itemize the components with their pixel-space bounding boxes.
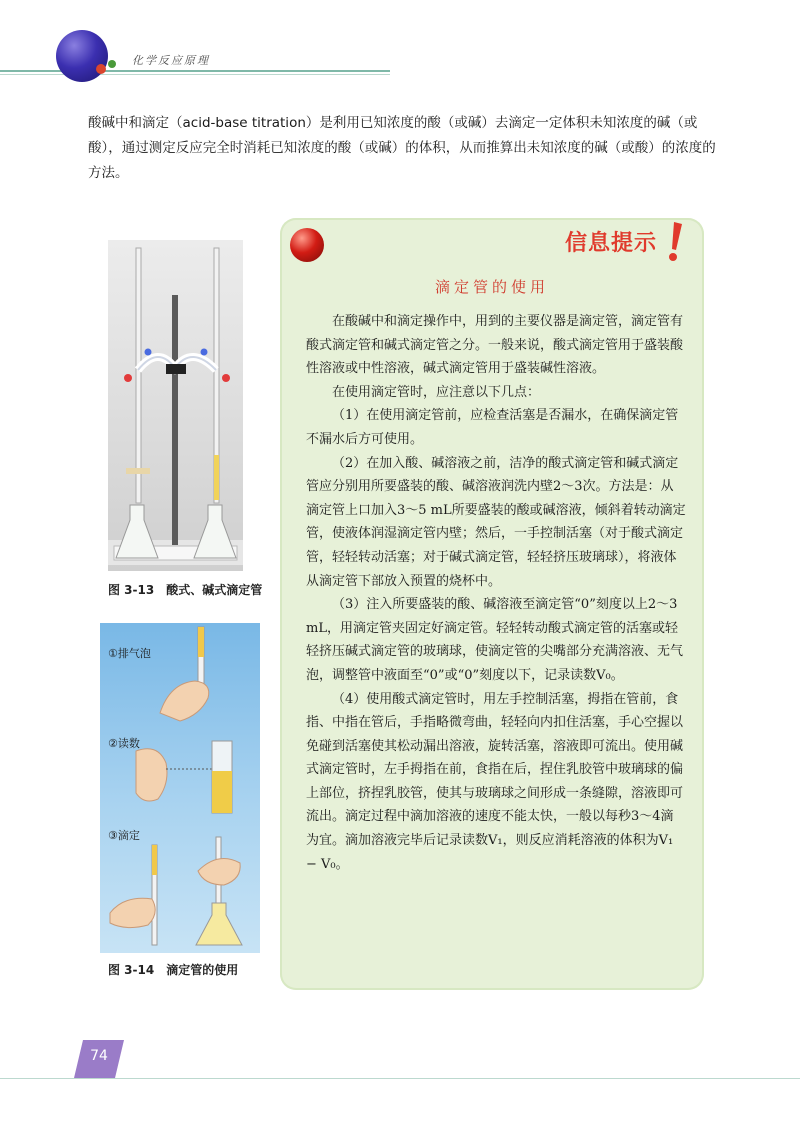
header-green-dot-icon	[108, 60, 116, 68]
header-sphere-icon	[56, 30, 108, 82]
figure-3-14-caption: 图 3-14 滴定管的使用	[108, 963, 239, 977]
info-paragraph: （4）使用酸式滴定管时，用左手控制活塞，拇指在管前，食指、中指在管后，手指略微弯曲，轻轻向内扣住活塞，手心空握以免碰到活塞使其松动漏出溶液，旋转活塞，溶液即可流出。使用碱式滴定管时，左手拇指在前，食指在后，捏住乳胶管中玻璃球的偏上部位，挤捏乳胶管，使其与玻璃球之间形成一条缝隙，溶液即可流出。滴定过程中滴加溶液的速度不能太快，一般以每秒3～4滴为宜。滴加溶液完毕后记录读数V₁，则反应消耗溶液的体积为V₁ − V₀。	[306, 691, 684, 872]
burette-usage-illustration	[100, 623, 260, 953]
step-label-titration: ③滴定	[108, 829, 140, 842]
running-header-title: 化学反应原理	[132, 54, 210, 67]
info-paragraph: 在使用滴定管时，应注意以下几点：	[332, 384, 541, 400]
step-label-reading: ②读数	[108, 737, 140, 750]
info-paragraph: 在酸碱中和滴定操作中，用到的主要仪器是滴定管，滴定管有酸式滴定管和碱式滴定管之分。一般来说，酸式滴定管用于盛装酸性溶液或中性溶液，碱式滴定管用于盛装碱性溶液。	[306, 314, 684, 377]
footer-rule	[0, 1078, 800, 1079]
red-ball-icon	[290, 228, 324, 262]
header-red-dot-icon	[96, 64, 106, 74]
burettes-photo	[108, 240, 243, 571]
info-box-body	[306, 310, 686, 876]
info-paragraph: （2）在加入酸、碱溶液之前，洁净的酸式滴定管和碱式滴定管应分别用所要盛装的酸、碱溶液润洗内壁2～3次。方法是：从滴定管上口加入3～5 mL所要盛装的酸或碱溶液，倾斜着转动滴定管，使液体润湿滴定管内壁；然后，一手控制活塞（对于酸式滴定管，轻轻转动活塞；对于碱式滴定管，轻轻挤压玻璃球），将液体从滴定管下部放入预置的烧杯中。	[306, 455, 686, 589]
step-label-remove-bubbles: ①排气泡	[108, 647, 151, 660]
info-paragraph: （3）注入所要盛装的酸、碱溶液至滴定管“0”刻度以上2～3 mL，用滴定管夹固定好滴定管。轻轻转动酸式滴定管的活塞或轻轻挤压碱式滴定管的玻璃球，使滴定管的尖嘴部分充满溶液、无气泡，调整管中液面至“0”或“0”刻度以下，记录读数V₀。	[306, 597, 684, 683]
page-number: 74	[90, 1048, 108, 1064]
exclamation-icon	[668, 222, 682, 262]
figure-3-13-caption: 图 3-13 酸式、碱式滴定管	[108, 583, 263, 597]
info-paragraph: （1）在使用滴定管前，应检查活塞是否漏水，在确保滴定管不漏水后方可使用。	[306, 408, 679, 447]
info-box-title: 滴定管的使用	[434, 278, 549, 296]
usage-drawing	[100, 623, 260, 953]
burettes-illustration	[108, 240, 243, 571]
info-tip-badge: 信息提示	[565, 231, 658, 256]
intro-paragraph: 酸碱中和滴定（acid-base titration）是利用已知浓度的酸（或碱）去滴定一定体积未知浓度的碱（或酸），通过测定反应完全时消耗已知浓度的酸（或碱）的体积，从而推算出未知浓度的碱（或酸）的浓度的方法。	[88, 115, 716, 181]
header-rule	[0, 70, 390, 72]
header-rule-thin	[0, 74, 390, 75]
